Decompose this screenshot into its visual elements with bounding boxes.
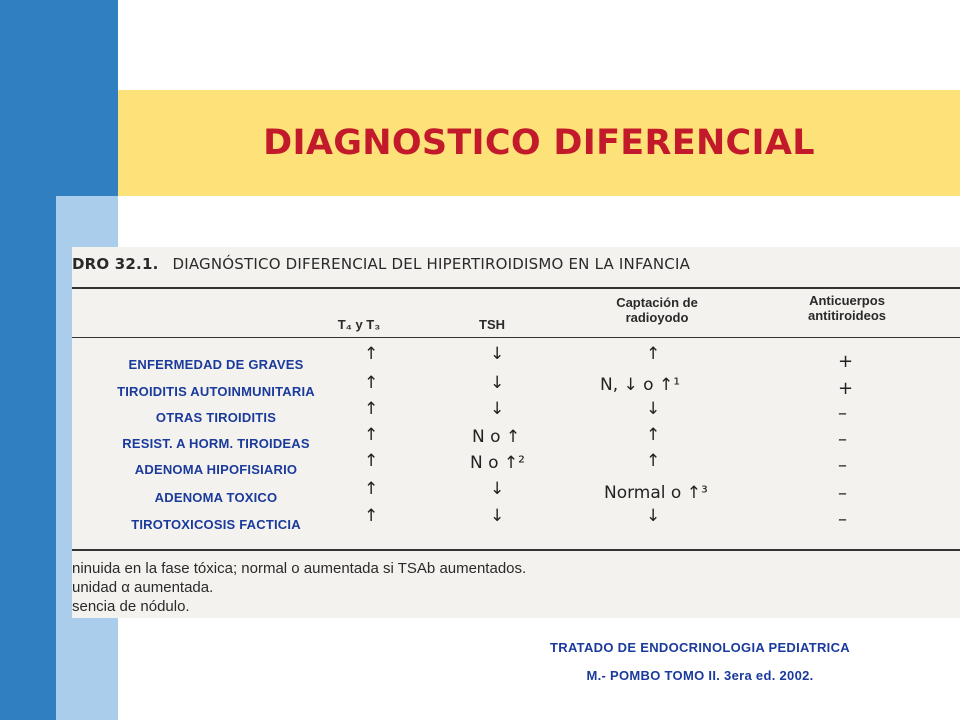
header-captacion-line1: Captación de <box>616 295 698 310</box>
table-header-rule <box>72 337 960 338</box>
citation-line2: M.- POMBO TOMO II. 3era ed. 2002. <box>586 668 814 683</box>
cell-captacion: N, ↓ o ↑¹ <box>600 375 681 395</box>
cell-t4t3: ↑ <box>364 479 379 499</box>
row-label: ENFERMEDAD DE GRAVES <box>128 357 304 372</box>
cell-captacion: Normal o ↑³ <box>604 483 708 503</box>
cell-tsh: ↓ <box>490 373 505 393</box>
cell-anticuerpos: + <box>838 351 854 372</box>
table-top-rule <box>72 287 960 289</box>
cell-anticuerpos: – <box>838 483 847 504</box>
cell-captacion: ↓ <box>646 506 661 526</box>
slide-title: DIAGNOSTICO DIFERENCIAL <box>263 123 815 163</box>
header-anticuerpos-line1: Anticuerpos <box>809 293 885 308</box>
cell-t4t3: ↑ <box>364 425 379 445</box>
row-label: TIROTOXICOSIS FACTICIA <box>131 517 301 532</box>
cell-t4t3: ↑ <box>364 506 379 526</box>
header-anticuerpos-line2: antitiroideos <box>807 308 886 323</box>
table-caption-text: DIAGNÓSTICO DIFERENCIAL DEL HIPERTIROIDISMO EN LA INFANCIA <box>172 255 691 273</box>
header-captacion <box>577 295 737 325</box>
cell-tsh: ↓ <box>490 344 505 364</box>
table-scan-image <box>72 247 960 618</box>
cell-tsh: N o ↑² <box>470 453 525 473</box>
header-anticuerpos <box>772 293 922 323</box>
footnote-3: sencia de nódulo. <box>72 598 190 615</box>
cell-tsh: N o ↑ <box>472 427 521 447</box>
cell-t4t3: ↑ <box>364 344 379 364</box>
cell-anticuerpos: – <box>838 455 847 476</box>
header-t4t3: T₄ y T₃ <box>337 317 381 332</box>
table-number: DRO 32.1. <box>72 255 159 273</box>
cell-t4t3: ↑ <box>364 451 379 471</box>
row-label: ADENOMA HIPOFISIARIO <box>134 462 298 477</box>
row-label: TIROIDITIS AUTOINMUNITARIA <box>117 384 315 399</box>
cell-t4t3: ↑ <box>364 373 379 393</box>
cell-tsh: ↓ <box>490 399 505 419</box>
citation-line1: TRATADO DE ENDOCRINOLOGIA PEDIATRICA <box>550 640 850 655</box>
row-label: OTRAS TIROIDITIS <box>155 410 277 425</box>
cell-tsh: ↓ <box>490 506 505 526</box>
cell-captacion: ↑ <box>646 344 661 364</box>
row-label: RESIST. A HORM. TIROIDEAS <box>122 436 310 451</box>
footnote-2: unidad α aumentada. <box>72 579 214 596</box>
cell-anticuerpos: – <box>838 509 847 530</box>
cell-anticuerpos: – <box>838 403 847 424</box>
header-tsh: TSH <box>479 317 505 332</box>
cell-tsh: ↓ <box>490 479 505 499</box>
footnote-1: ninuida en la fase tóxica; normal o aumentada si TSAb aumentados. <box>72 560 527 577</box>
table-caption <box>72 255 690 273</box>
cell-t4t3: ↑ <box>364 399 379 419</box>
cell-anticuerpos: – <box>838 429 847 450</box>
cell-captacion: ↓ <box>646 399 661 419</box>
row-label: ADENOMA TOXICO <box>154 490 278 505</box>
header-captacion-line2: radioyodo <box>625 310 689 325</box>
cell-captacion: ↑ <box>646 425 661 445</box>
cell-anticuerpos: + <box>838 378 854 399</box>
cell-captacion: ↑ <box>646 451 661 471</box>
table-bottom-rule <box>72 549 960 551</box>
